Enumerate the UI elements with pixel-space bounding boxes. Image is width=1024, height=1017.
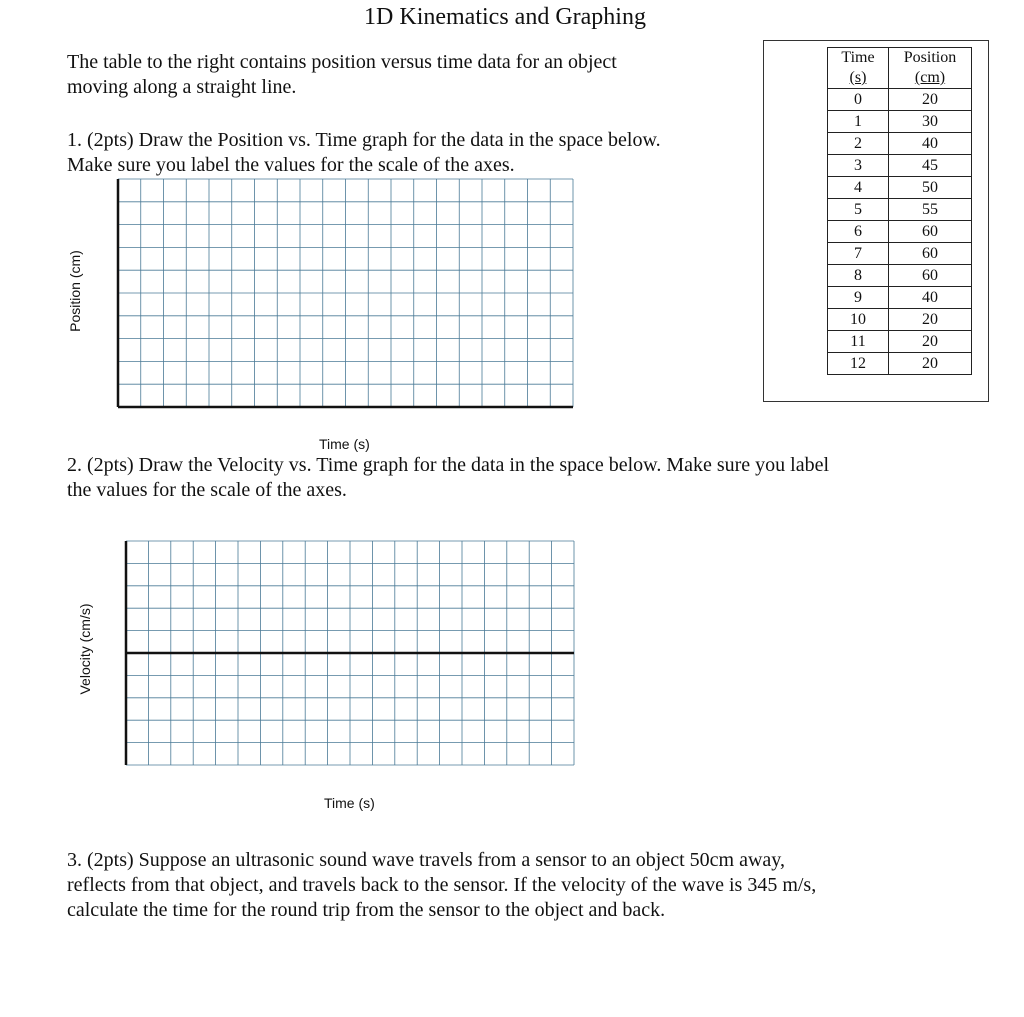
- velocity-axis-label: Velocity (cm/s): [77, 603, 93, 695]
- position-cell: 20: [889, 353, 972, 375]
- position-cell: 55: [889, 199, 972, 221]
- position-cell: 40: [889, 133, 972, 155]
- table-row: [828, 353, 972, 375]
- time-cell: 9: [828, 287, 889, 309]
- position-cell: 20: [889, 89, 972, 111]
- table-row: [828, 309, 972, 331]
- data-table-frame: [763, 40, 989, 402]
- table-row: [828, 331, 972, 353]
- table-row: [828, 221, 972, 243]
- position-cell: 30: [889, 111, 972, 133]
- intro-text: [67, 50, 617, 100]
- position-header-unit: (cm): [914, 69, 946, 86]
- position-cell: 20: [889, 331, 972, 353]
- table-row: [828, 89, 972, 111]
- time-header-unit: (s): [849, 69, 867, 86]
- intro-line-1: The table to the right contains position versus time data for an object: [67, 51, 617, 73]
- position-graph-x-label: Time (s): [319, 436, 370, 452]
- velocity-graph-x-label: Time (s): [324, 795, 375, 811]
- position-cell: 60: [889, 243, 972, 265]
- position-header-label: Position: [903, 49, 957, 66]
- table-row: [828, 265, 972, 287]
- question-3-line-2: reflects from that object, and travels back to the sensor. If the velocity of the wave is 345 m/s,: [67, 874, 817, 896]
- position-graph-grid[interactable]: [115, 178, 577, 410]
- position-graph-svg: [115, 178, 577, 410]
- time-cell: 1: [828, 111, 889, 133]
- intro-line-2: moving along a straight line.: [67, 76, 297, 98]
- position-cell: 45: [889, 155, 972, 177]
- question-3-line-1: 3. (2pts) Suppose an ultrasonic sound wave travels from a sensor to an object 50cm away,: [67, 849, 785, 871]
- velocity-graph-svg: [123, 540, 578, 768]
- time-cell: 3: [828, 155, 889, 177]
- question-3-line-3: calculate the time for the round trip from the sensor to the object and back.: [67, 899, 666, 921]
- position-axis-label: Position (cm): [67, 250, 83, 332]
- velocity-graph-grid[interactable]: [123, 540, 578, 768]
- time-cell: 5: [828, 199, 889, 221]
- position-cell: 20: [889, 309, 972, 331]
- question-1: [67, 128, 661, 178]
- question-3: [67, 848, 816, 923]
- time-cell: 6: [828, 221, 889, 243]
- time-cell: 11: [828, 331, 889, 353]
- question-1-line-2: Make sure you label the values for the scale of the axes.: [67, 154, 515, 176]
- time-header: [828, 48, 889, 89]
- time-cell: 7: [828, 243, 889, 265]
- question-2: [67, 453, 829, 503]
- table-row: [828, 111, 972, 133]
- position-cell: 40: [889, 287, 972, 309]
- time-cell: 12: [828, 353, 889, 375]
- table-row: [828, 199, 972, 221]
- table-row: [828, 287, 972, 309]
- table-row: [828, 243, 972, 265]
- time-header-label: Time: [841, 49, 875, 66]
- position-cell: 60: [889, 221, 972, 243]
- table-row: [828, 177, 972, 199]
- time-cell: 0: [828, 89, 889, 111]
- time-cell: 2: [828, 133, 889, 155]
- position-cell: 50: [889, 177, 972, 199]
- question-1-line-1: 1. (2pts) Draw the Position vs. Time graph for the data in the space below.: [67, 129, 661, 151]
- time-cell: 8: [828, 265, 889, 287]
- table-row: [828, 155, 972, 177]
- position-cell: 60: [889, 265, 972, 287]
- question-2-line-2: the values for the scale of the axes.: [67, 479, 347, 501]
- table-row: [828, 133, 972, 155]
- time-cell: 10: [828, 309, 889, 331]
- data-table: [827, 47, 972, 375]
- time-cell: 4: [828, 177, 889, 199]
- page-title: 1D Kinematics and Graphing: [364, 4, 646, 30]
- question-2-line-1: 2. (2pts) Draw the Velocity vs. Time graph for the data in the space below. Make sure you label: [67, 454, 830, 476]
- position-header: [889, 48, 972, 89]
